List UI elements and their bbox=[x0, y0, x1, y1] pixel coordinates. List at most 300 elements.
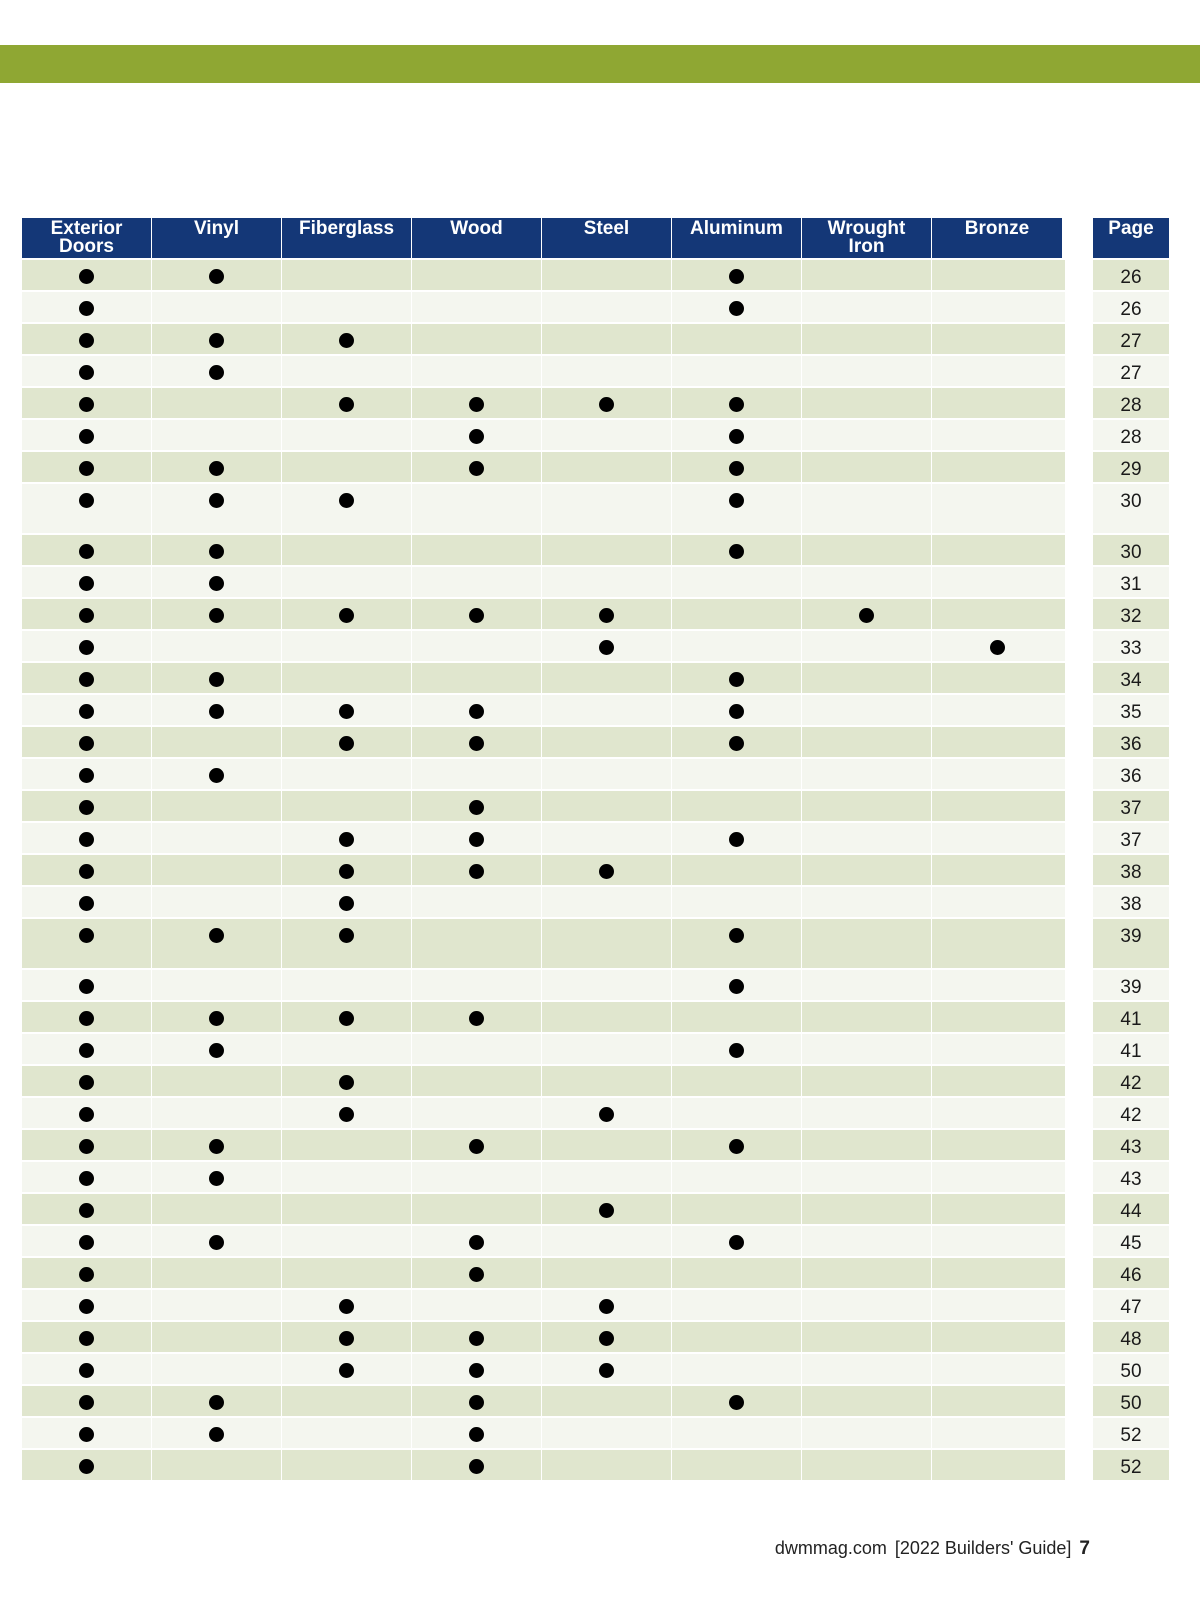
table-cell bbox=[282, 631, 412, 661]
table-cell bbox=[22, 1386, 152, 1416]
bullet-mark bbox=[209, 1427, 224, 1442]
page-row bbox=[1093, 1352, 1169, 1384]
table-cell bbox=[412, 631, 542, 661]
table-cell bbox=[22, 356, 152, 386]
page-row bbox=[1093, 533, 1169, 565]
table-cell bbox=[282, 388, 412, 418]
table-cell bbox=[22, 484, 152, 533]
column-header bbox=[152, 218, 282, 258]
table-cell bbox=[152, 567, 282, 597]
table-cell bbox=[542, 484, 672, 533]
table-cell bbox=[932, 1418, 1062, 1448]
table-cell bbox=[932, 791, 1062, 821]
table-cell bbox=[152, 1386, 282, 1416]
table-cell bbox=[672, 324, 802, 354]
table-cell bbox=[152, 887, 282, 917]
table-cell bbox=[932, 1386, 1062, 1416]
table-cell bbox=[672, 970, 802, 1000]
table-cell bbox=[672, 1098, 802, 1128]
page-number-cell: 32 bbox=[1120, 606, 1142, 627]
table-row bbox=[22, 917, 1065, 968]
table-cell bbox=[542, 759, 672, 789]
table-cell bbox=[152, 324, 282, 354]
table-cell bbox=[412, 970, 542, 1000]
bullet-mark bbox=[469, 429, 484, 444]
table-cell bbox=[802, 567, 932, 597]
footer-issue: [2022 Builders' Guide] bbox=[894, 1538, 1072, 1558]
column-header bbox=[802, 218, 932, 258]
bullet-mark bbox=[469, 1395, 484, 1410]
table-cell bbox=[542, 260, 672, 290]
bullet-mark bbox=[79, 493, 94, 508]
table-cell bbox=[22, 599, 152, 629]
bullet-mark bbox=[79, 800, 94, 815]
table-cell bbox=[412, 599, 542, 629]
table-cell bbox=[22, 1098, 152, 1128]
page-row bbox=[1093, 821, 1169, 853]
table-row bbox=[22, 450, 1065, 482]
bullet-mark bbox=[79, 365, 94, 380]
page-number-cell: 36 bbox=[1120, 766, 1142, 787]
table-row bbox=[22, 322, 1065, 354]
table-cell bbox=[802, 599, 932, 629]
table-cell bbox=[672, 1194, 802, 1224]
page-number-cell: 39 bbox=[1120, 977, 1142, 998]
table-cell bbox=[802, 452, 932, 482]
table-cell bbox=[152, 260, 282, 290]
table-cell bbox=[282, 356, 412, 386]
page-number-cell: 41 bbox=[1120, 1009, 1142, 1030]
table-cell bbox=[282, 791, 412, 821]
bullet-mark bbox=[79, 640, 94, 655]
bullet-mark bbox=[79, 736, 94, 751]
table-row bbox=[22, 1064, 1065, 1096]
table-cell bbox=[932, 1162, 1062, 1192]
table-cell bbox=[152, 855, 282, 885]
bullet-mark bbox=[469, 832, 484, 847]
table-cell bbox=[802, 1322, 932, 1352]
table-cell bbox=[412, 823, 542, 853]
table-cell bbox=[672, 260, 802, 290]
table-cell bbox=[802, 1002, 932, 1032]
table-cell bbox=[412, 1322, 542, 1352]
table-row bbox=[22, 757, 1065, 789]
table-cell bbox=[152, 1258, 282, 1288]
bullet-mark bbox=[79, 1363, 94, 1378]
table-cell bbox=[282, 1034, 412, 1064]
bullet-mark bbox=[729, 832, 744, 847]
table-cell bbox=[282, 324, 412, 354]
table-cell bbox=[412, 420, 542, 450]
table-row bbox=[22, 789, 1065, 821]
page-row bbox=[1093, 450, 1169, 482]
bullet-mark bbox=[599, 1363, 614, 1378]
table-cell bbox=[152, 1354, 282, 1384]
table-cell bbox=[932, 759, 1062, 789]
table-cell bbox=[672, 1290, 802, 1320]
page-number-cell: 30 bbox=[1120, 491, 1142, 512]
table-cell bbox=[282, 1130, 412, 1160]
table-cell bbox=[802, 356, 932, 386]
table-cell bbox=[282, 855, 412, 885]
table-cell bbox=[932, 663, 1062, 693]
bullet-mark bbox=[729, 1043, 744, 1058]
table-cell bbox=[282, 1066, 412, 1096]
table-cell bbox=[22, 1290, 152, 1320]
bullet-mark bbox=[729, 736, 744, 751]
bullet-mark bbox=[599, 1203, 614, 1218]
table-cell bbox=[932, 356, 1062, 386]
page-row bbox=[1093, 725, 1169, 757]
table-cell bbox=[282, 1290, 412, 1320]
bullet-mark bbox=[729, 544, 744, 559]
table-row bbox=[22, 629, 1065, 661]
table-cell bbox=[542, 420, 672, 450]
bullet-mark bbox=[209, 928, 224, 943]
page-number-cell: 43 bbox=[1120, 1137, 1142, 1158]
bullet-mark bbox=[469, 736, 484, 751]
table-row bbox=[22, 1224, 1065, 1256]
table-row bbox=[22, 1192, 1065, 1224]
page-row bbox=[1093, 482, 1169, 533]
table-cell bbox=[672, 791, 802, 821]
table-cell bbox=[412, 535, 542, 565]
bullet-mark bbox=[79, 1459, 94, 1474]
table-cell bbox=[932, 1194, 1062, 1224]
page-row bbox=[1093, 386, 1169, 418]
page-number-cell: 37 bbox=[1120, 798, 1142, 819]
page-row bbox=[1093, 968, 1169, 1000]
table-cell bbox=[152, 535, 282, 565]
table-cell bbox=[22, 1002, 152, 1032]
table-cell bbox=[802, 887, 932, 917]
table-cell bbox=[282, 970, 412, 1000]
bullet-mark bbox=[209, 1235, 224, 1250]
table-cell bbox=[412, 1194, 542, 1224]
table-cell bbox=[412, 1066, 542, 1096]
material-grid bbox=[22, 218, 1065, 1480]
page-number-cell: 38 bbox=[1120, 862, 1142, 883]
bullet-mark bbox=[79, 928, 94, 943]
table-cell bbox=[542, 535, 672, 565]
table-cell bbox=[672, 1226, 802, 1256]
table-cell bbox=[672, 388, 802, 418]
table-cell bbox=[282, 759, 412, 789]
page-row bbox=[1093, 597, 1169, 629]
bullet-mark bbox=[79, 397, 94, 412]
table-cell bbox=[282, 1162, 412, 1192]
table-cell bbox=[802, 1130, 932, 1160]
table-cell bbox=[22, 1418, 152, 1448]
table-cell bbox=[672, 599, 802, 629]
table-cell bbox=[412, 292, 542, 322]
table-cell bbox=[22, 919, 152, 968]
bullet-mark bbox=[729, 429, 744, 444]
table-cell bbox=[152, 791, 282, 821]
table-cell bbox=[282, 1194, 412, 1224]
bullet-mark bbox=[729, 269, 744, 284]
table-cell bbox=[802, 695, 932, 725]
table-cell bbox=[672, 1002, 802, 1032]
table-cell bbox=[542, 1098, 672, 1128]
table-cell bbox=[672, 1130, 802, 1160]
table-row bbox=[22, 1448, 1065, 1480]
bullet-mark bbox=[339, 333, 354, 348]
page-row bbox=[1093, 1224, 1169, 1256]
bullet-mark bbox=[599, 1299, 614, 1314]
table-row bbox=[22, 821, 1065, 853]
bullet-mark bbox=[599, 397, 614, 412]
table-cell bbox=[802, 1258, 932, 1288]
table-cell bbox=[412, 1098, 542, 1128]
table-cell bbox=[542, 855, 672, 885]
table-cell bbox=[152, 1450, 282, 1480]
page-row bbox=[1093, 418, 1169, 450]
table-cell bbox=[542, 1130, 672, 1160]
table-cell bbox=[152, 1066, 282, 1096]
table-cell bbox=[282, 1418, 412, 1448]
table-cell bbox=[932, 420, 1062, 450]
table-cell bbox=[672, 1258, 802, 1288]
table-cell bbox=[22, 823, 152, 853]
table-cell bbox=[22, 1162, 152, 1192]
page-number-cell: 28 bbox=[1120, 395, 1142, 416]
column-header-line: Aluminum bbox=[690, 218, 783, 239]
table-cell bbox=[282, 260, 412, 290]
table-cell bbox=[542, 1418, 672, 1448]
page-number-cell: 46 bbox=[1120, 1265, 1142, 1286]
table-cell bbox=[932, 452, 1062, 482]
table-cell bbox=[672, 919, 802, 968]
bullet-mark bbox=[209, 576, 224, 591]
bullet-mark bbox=[729, 397, 744, 412]
footer-site: dwmmag.com bbox=[774, 1538, 887, 1558]
table-cell bbox=[152, 420, 282, 450]
table-cell bbox=[412, 1226, 542, 1256]
table-cell bbox=[542, 1322, 672, 1352]
table-row bbox=[22, 661, 1065, 693]
table-cell bbox=[282, 1322, 412, 1352]
bullet-mark bbox=[469, 800, 484, 815]
table-cell bbox=[22, 324, 152, 354]
bullet-mark bbox=[469, 704, 484, 719]
page-row bbox=[1093, 885, 1169, 917]
bullet-mark bbox=[990, 640, 1005, 655]
table-cell bbox=[802, 663, 932, 693]
column-header bbox=[22, 218, 152, 258]
table-cell bbox=[412, 484, 542, 533]
page-row bbox=[1093, 693, 1169, 725]
table-cell bbox=[542, 823, 672, 853]
column-header bbox=[542, 218, 672, 258]
table-cell bbox=[22, 1226, 152, 1256]
page-row bbox=[1093, 1032, 1169, 1064]
table-cell bbox=[932, 535, 1062, 565]
table-cell bbox=[152, 452, 282, 482]
table-cell bbox=[412, 356, 542, 386]
table-cell bbox=[412, 388, 542, 418]
table-cell bbox=[672, 484, 802, 533]
page-number-cell: 27 bbox=[1120, 363, 1142, 384]
table-cell bbox=[802, 919, 932, 968]
table-cell bbox=[932, 260, 1062, 290]
table-cell bbox=[152, 599, 282, 629]
page-number-cell: 30 bbox=[1120, 542, 1142, 563]
table-cell bbox=[152, 1194, 282, 1224]
bullet-mark bbox=[729, 928, 744, 943]
table-cell bbox=[932, 1226, 1062, 1256]
table-cell bbox=[412, 1130, 542, 1160]
table-cell bbox=[282, 919, 412, 968]
bullet-mark bbox=[469, 1363, 484, 1378]
table-cell bbox=[282, 887, 412, 917]
bullet-mark bbox=[599, 1331, 614, 1346]
page-number-cell: 50 bbox=[1120, 1361, 1142, 1382]
bullet-mark bbox=[209, 365, 224, 380]
table-cell bbox=[542, 1226, 672, 1256]
table-cell bbox=[22, 420, 152, 450]
bullet-mark bbox=[209, 1043, 224, 1058]
page-row bbox=[1093, 1288, 1169, 1320]
table-cell bbox=[542, 292, 672, 322]
table-cell bbox=[802, 1194, 932, 1224]
table-cell bbox=[802, 855, 932, 885]
page-number-cell: 42 bbox=[1120, 1073, 1142, 1094]
table-cell bbox=[672, 631, 802, 661]
table-cell bbox=[152, 759, 282, 789]
table-cell bbox=[542, 1450, 672, 1480]
table-cell bbox=[932, 599, 1062, 629]
bullet-mark bbox=[729, 672, 744, 687]
bullet-mark bbox=[79, 1427, 94, 1442]
bullet-mark bbox=[79, 429, 94, 444]
table-cell bbox=[542, 324, 672, 354]
column-header-line: Fiberglass bbox=[298, 218, 395, 239]
table-cell bbox=[672, 1386, 802, 1416]
table-cell bbox=[22, 791, 152, 821]
table-row bbox=[22, 725, 1065, 757]
bullet-mark bbox=[339, 736, 354, 751]
bullet-mark bbox=[469, 1459, 484, 1474]
bullet-mark bbox=[209, 768, 224, 783]
table-cell bbox=[152, 1290, 282, 1320]
bullet-mark bbox=[599, 1107, 614, 1122]
table-cell bbox=[152, 695, 282, 725]
table-cell bbox=[152, 1322, 282, 1352]
table-cell bbox=[932, 695, 1062, 725]
bullet-mark bbox=[79, 333, 94, 348]
table-cell bbox=[802, 1226, 932, 1256]
table-cell bbox=[152, 484, 282, 533]
table-cell bbox=[412, 260, 542, 290]
table-cell bbox=[932, 388, 1062, 418]
page-header-row bbox=[1093, 218, 1169, 258]
table-cell bbox=[542, 1034, 672, 1064]
table-cell bbox=[22, 1066, 152, 1096]
bullet-mark bbox=[339, 864, 354, 879]
bullet-mark bbox=[339, 896, 354, 911]
table-cell bbox=[22, 260, 152, 290]
table-cell bbox=[412, 663, 542, 693]
table-cell bbox=[542, 1386, 672, 1416]
table-row bbox=[22, 1128, 1065, 1160]
table-cell bbox=[802, 1066, 932, 1096]
table-cell bbox=[22, 631, 152, 661]
page-row bbox=[1093, 565, 1169, 597]
table-row bbox=[22, 885, 1065, 917]
table-cell bbox=[22, 970, 152, 1000]
table-cell bbox=[672, 759, 802, 789]
bullet-mark bbox=[339, 832, 354, 847]
table-row bbox=[22, 533, 1065, 565]
table-cell bbox=[672, 887, 802, 917]
page-number-cell: 45 bbox=[1120, 1233, 1142, 1254]
table-cell bbox=[932, 484, 1062, 533]
bullet-mark bbox=[729, 493, 744, 508]
top-accent-bar bbox=[0, 45, 1200, 83]
bullet-mark bbox=[79, 896, 94, 911]
table-cell bbox=[672, 535, 802, 565]
table-cell bbox=[282, 1354, 412, 1384]
table-cell bbox=[152, 919, 282, 968]
table-cell bbox=[802, 823, 932, 853]
page-number-cell: 50 bbox=[1120, 1393, 1142, 1414]
bullet-mark bbox=[79, 1043, 94, 1058]
bullet-mark bbox=[79, 544, 94, 559]
bullet-mark bbox=[209, 672, 224, 687]
bullet-mark bbox=[79, 832, 94, 847]
table-cell bbox=[672, 727, 802, 757]
table-cell bbox=[412, 759, 542, 789]
bullet-mark bbox=[599, 608, 614, 623]
table-cell bbox=[932, 1354, 1062, 1384]
table-row bbox=[22, 354, 1065, 386]
bullet-mark bbox=[599, 640, 614, 655]
page-number-cell: 28 bbox=[1120, 427, 1142, 448]
page-number-cell: 43 bbox=[1120, 1169, 1142, 1190]
bullet-mark bbox=[79, 1267, 94, 1282]
table-cell bbox=[802, 1450, 932, 1480]
table-row bbox=[22, 1384, 1065, 1416]
table-cell bbox=[802, 260, 932, 290]
bullet-mark bbox=[79, 672, 94, 687]
table-cell bbox=[22, 759, 152, 789]
page-row bbox=[1093, 1448, 1169, 1480]
bullet-mark bbox=[469, 461, 484, 476]
table-cell bbox=[282, 823, 412, 853]
page-number-cell: 48 bbox=[1120, 1329, 1142, 1350]
table-cell bbox=[802, 484, 932, 533]
bullet-mark bbox=[209, 333, 224, 348]
table-cell bbox=[802, 727, 932, 757]
table-cell bbox=[932, 970, 1062, 1000]
page-row bbox=[1093, 1064, 1169, 1096]
bullet-mark bbox=[79, 1139, 94, 1154]
table-cell bbox=[932, 823, 1062, 853]
bullet-mark bbox=[79, 608, 94, 623]
page-row bbox=[1093, 322, 1169, 354]
page-column-body bbox=[1093, 258, 1169, 1480]
table-row bbox=[22, 1320, 1065, 1352]
table-cell bbox=[802, 292, 932, 322]
table-row bbox=[22, 1288, 1065, 1320]
page-row bbox=[1093, 1160, 1169, 1192]
bullet-mark bbox=[339, 1299, 354, 1314]
bullet-mark bbox=[339, 1011, 354, 1026]
table-cell bbox=[282, 1098, 412, 1128]
column-header-line: Iron bbox=[848, 236, 885, 257]
page-row bbox=[1093, 853, 1169, 885]
